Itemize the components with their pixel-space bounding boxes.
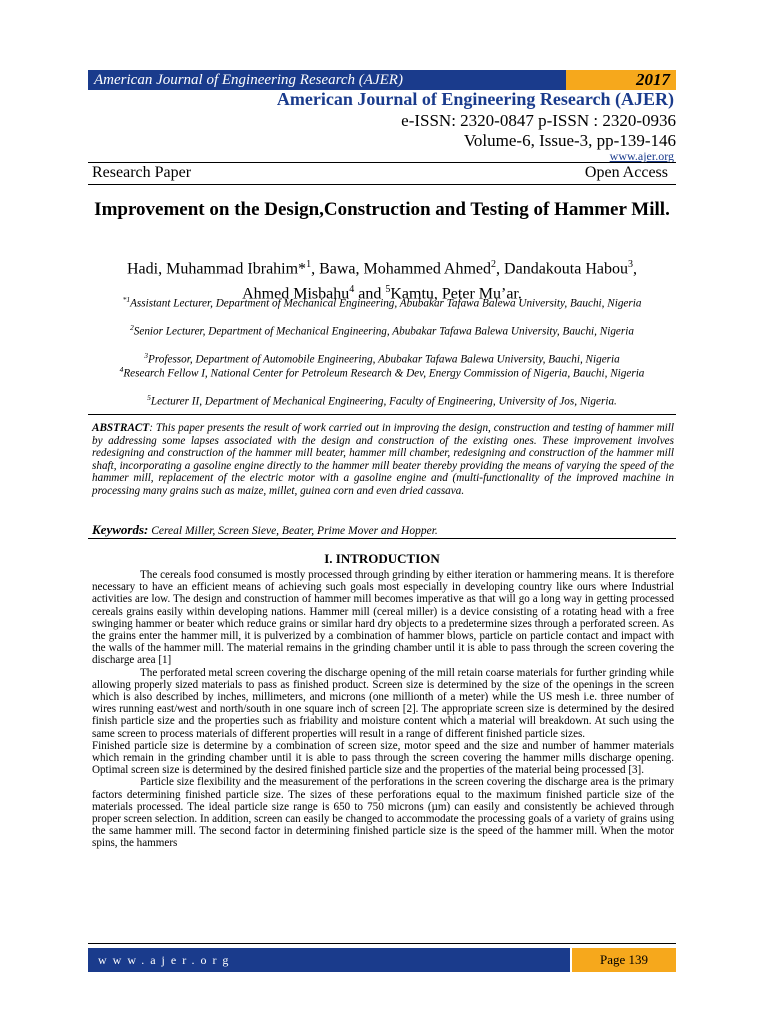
abstract-label: ABSTRACT	[92, 422, 150, 434]
keywords	[92, 522, 674, 538]
affiliation	[88, 364, 676, 380]
page-number: Page 139	[572, 948, 676, 972]
header-divider-bottom	[88, 184, 676, 185]
section-heading: I. INTRODUCTION	[324, 551, 440, 566]
keywords-text: Cereal Miller, Screen Sieve, Beater, Prime Mover and Hopper.	[148, 525, 438, 537]
author-superscript: 4	[349, 284, 355, 296]
band-year: 2017	[566, 70, 676, 90]
footer-website-link[interactable]: www.ajer.org	[88, 948, 570, 972]
affiliation-text: Research Fellow I, National Center for Petroleum Research & Dev, Energy Commission of Nigeria, Bauchi, Nigeria	[123, 367, 645, 380]
affiliation-text: Assistant Lecturer, Department of Mechanical Engineering, Abubakar Tafawa Balewa University, Bauchi, Nigeria	[130, 297, 642, 310]
affiliation-superscript: 3	[144, 351, 149, 360]
affiliation-superscript: 5	[147, 393, 151, 402]
author-superscript: 1	[306, 259, 312, 270]
affiliation-text: Lecturer II, Department of Mechanical Engineering, Faculty of Engineering, University of Jos, Nigeria.	[150, 395, 617, 408]
author-superscript: 5	[385, 284, 391, 296]
body-text	[92, 569, 674, 850]
footer-divider	[88, 943, 676, 944]
journal-header-band	[88, 70, 676, 90]
footer-band	[88, 948, 676, 972]
abstract-divider-bottom	[88, 538, 676, 539]
affiliation	[88, 392, 676, 408]
journal-title: American Journal of Engineering Research (AJER)	[276, 89, 674, 109]
paragraph: The cereals food consumed is mostly processed through grinding by either iteration or hammering means. It is therefore necessary to have an efficient means of achieving such goals most especially in developing country like ours where Industrial activities are low. The design and construction of hammer mill becomes imperative as that will go a long way in getting processed cereals grains easily within developing nations. Hammer mill (cereal miller) is a device consisting of a rotating head with a free swinging hammer or beater which reduce grains or similar hard dry objects to a predetermine sizes through a perforated screen. As the grains enter the hammer mill, it is pulverized by a combination of hammer blows, particle on particle contact and impact with the walls of the hammer mill. The material remains in the grinding chamber until it is able to pass through the screen covering the discharge area [1]	[92, 569, 674, 667]
affiliation-text: Professor, Department of Automobile Engineering, Abubakar Tafawa Balewa University, Bauchi, Nigeria	[148, 353, 620, 366]
author-conjunction: and	[354, 285, 386, 303]
band-journal-name: American Journal of Engineering Research (AJER)	[88, 70, 572, 90]
author-name: Ahmed Misbahu	[242, 285, 350, 303]
volume-line: Volume-6, Issue-3, pp-139-146	[463, 131, 676, 150]
paper-title: Improvement on the Design,Construction and Testing of Hammer Mill.	[94, 199, 670, 220]
abstract	[92, 422, 674, 498]
header-divider	[88, 162, 676, 163]
paragraph: Finished particle size is determine by a combination of screen size, motor speed and the size and number of hammer materials which remain in the grinding chamber until it is able to pass through the screen covering the hammer mills discharge opening. Optimal screen size is determined by the desired finished particle size and the properties of the material being processed [3].	[92, 739, 674, 777]
keywords-label: Keywords:	[92, 522, 149, 537]
abstract-divider-top	[88, 414, 676, 415]
access-label: Open Access	[584, 164, 668, 181]
author-name: , Bawa, Mohammed Ahmed	[311, 260, 492, 278]
affiliation	[88, 294, 676, 310]
affiliation	[88, 322, 676, 338]
affiliation-superscript: 2	[130, 323, 134, 332]
author-name: , Dandakouta Habou	[496, 260, 628, 278]
issn-line: e-ISSN: 2320-0847 p-ISSN : 2320-0936	[401, 111, 676, 130]
author-name: Kamtu, Peter Mu’ar.	[390, 285, 522, 303]
paragraph: Particle size flexibility and the measurement of the perforations in the screen covering the discharge area is the primary factors determining finished particle size. The sizes of these perforations equal to the maximum finished particle size of the materials processed. The ideal particle size range is 650 to 750 microns (µm) can easily and consistently be achieved through proper screen selection. In addition, screen can easily be changed to accommodate the processing goals of a variety of grains using the same hammer mill. The second factor in determining finished particle size is the speed of the hammer mill. When the motor spins, the hammers	[92, 776, 674, 850]
author-separator: ,	[633, 260, 637, 278]
paragraph: The perforated metal screen covering the discharge opening of the mill retain coarse materials for further grinding while allowing properly sized materials to pass as finished product. Screen size is determined by the size of the openings in the screen which is also described by inches, millimeters, and microns (one millionth of a meter) while the US mesh i.e. three number of wires running east/west and north/south in one square inch of screen [2]. The appropriate screen size is determined by the desired finish particle size and the properties such as friability and moisture content which a material will breakdown. At such using the same screen to process materials of different properties will result in a range of different finished particle sizes.	[92, 666, 674, 740]
paper-type: Research Paper	[92, 164, 192, 181]
author-name: Hadi, Muhammad Ibrahim*	[126, 260, 307, 278]
author-superscript: 3	[628, 259, 633, 270]
author-superscript: 2	[491, 259, 497, 270]
affiliation-superscript: *1	[122, 295, 131, 304]
abstract-text: : This paper presents the result of work carried out in improving the design, construction and testing of hammer mill by addressing some lapses associated with the design and construction of the existing ones. These improvement involves redesigning and construction of the hammer mill beater, hammer mill chamber, redesigning and construction of the hammer mill shaft, incorporating a gasoline engine directly to the hammer mill beater thereby providing the means of varying the speed of the hammer mill, replacement of the electric motor with a gasoline engine and (multi-functionality of the improved machine in processing many grains such as maize, millet, guinea corn and even dried cassava.	[92, 422, 674, 497]
affiliation-text: Senior Lecturer, Department of Mechanical Engineering, Abubakar Tafawa Balewa University, Bauchi, Nigeria	[133, 325, 634, 338]
affiliation-superscript: 4	[119, 365, 124, 374]
journal-website-link[interactable]: www.ajer.org	[609, 149, 674, 163]
